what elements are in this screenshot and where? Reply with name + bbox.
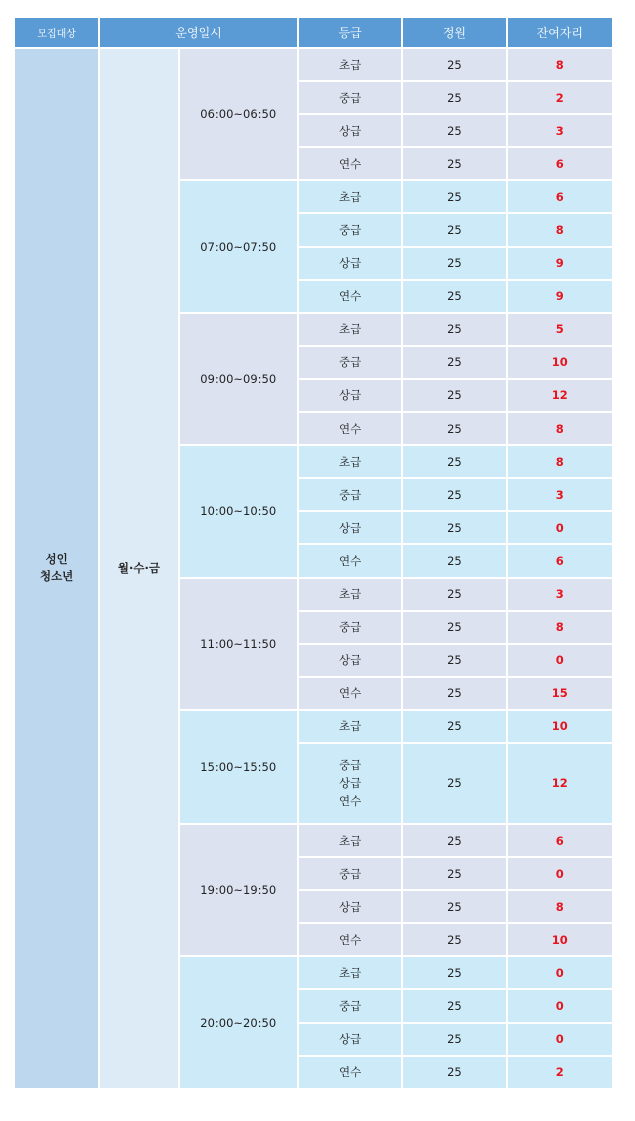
level-label: 초급 [338,322,362,337]
level-cell [299,380,401,411]
level-label: 상급 [338,776,362,791]
capacity-cell: 25 [403,678,505,709]
level-label: 상급 [338,123,362,138]
level-label: 중급 [338,758,362,773]
capacity-cell: 25 [403,248,505,279]
level-cell [299,214,401,245]
time-cell: 11:00~11:50 [180,579,297,709]
capacity-cell: 25 [403,314,505,345]
level-label: 상급 [338,388,362,403]
level-label: 중급 [338,866,362,881]
header-remaining: 잔여자리 [508,18,612,47]
remaining-cell: 9 [508,281,612,312]
level-cell [299,645,401,676]
level-cell [299,957,401,988]
remaining-cell: 15 [508,678,612,709]
capacity-cell: 25 [403,545,505,576]
level-cell [299,413,401,444]
remaining-cell: 8 [508,612,612,643]
capacity-cell: 25 [403,744,505,823]
capacity-cell: 25 [403,49,505,80]
capacity-cell: 25 [403,380,505,411]
level-cell [299,891,401,922]
remaining-cell: 5 [508,314,612,345]
header-target: 모집대상 [15,18,98,47]
level-label: 중급 [338,487,362,502]
level-cell [299,347,401,378]
remaining-cell: 6 [508,825,612,856]
capacity-cell: 25 [403,281,505,312]
level-cell [299,281,401,312]
capacity-cell: 25 [403,446,505,477]
level-label: 중급 [338,620,362,635]
level-cell [299,858,401,889]
level-cell [299,49,401,80]
remaining-cell: 0 [508,645,612,676]
capacity-cell: 25 [403,711,505,742]
remaining-cell: 9 [508,248,612,279]
capacity-cell: 25 [403,990,505,1021]
remaining-cell: 8 [508,891,612,922]
schedule-table [13,16,614,1090]
remaining-cell: 12 [508,380,612,411]
level-cell [299,314,401,345]
remaining-cell: 3 [508,579,612,610]
capacity-cell: 25 [403,512,505,543]
remaining-cell: 6 [508,545,612,576]
capacity-cell: 25 [403,957,505,988]
capacity-cell: 25 [403,413,505,444]
level-label: 연수 [338,932,362,947]
level-cell [299,115,401,146]
remaining-cell: 0 [508,858,612,889]
level-label: 초급 [338,719,362,734]
schedule-body [15,49,612,1088]
level-label: 상급 [338,899,362,914]
level-cell [299,446,401,477]
capacity-cell: 25 [403,1057,505,1088]
time-cell: 07:00~07:50 [180,181,297,311]
target-label: 청소년 [39,569,74,584]
level-cell [299,612,401,643]
days-cell: 월·수·금 [100,49,177,1088]
level-label: 초급 [338,833,362,848]
remaining-cell: 0 [508,1024,612,1055]
remaining-cell: 3 [508,115,612,146]
level-cell [299,1057,401,1088]
schedule-table-wrapper [13,16,614,1090]
level-label: 초급 [338,965,362,980]
level-cell [299,1024,401,1055]
capacity-cell: 25 [403,924,505,955]
capacity-cell: 25 [403,479,505,510]
time-cell: 15:00~15:50 [180,711,297,823]
remaining-cell: 2 [508,82,612,113]
remaining-cell: 8 [508,49,612,80]
level-label: 연수 [338,156,362,171]
level-cell [299,545,401,576]
level-label: 초급 [338,454,362,469]
level-cell [299,579,401,610]
target-cell [15,49,98,1088]
level-label: 상급 [338,256,362,271]
time-cell: 19:00~19:50 [180,825,297,955]
level-cell [299,924,401,955]
level-cell [299,181,401,212]
level-cell [299,248,401,279]
capacity-cell: 25 [403,579,505,610]
capacity-cell: 25 [403,148,505,179]
table-row [15,49,612,80]
level-label: 초급 [338,189,362,204]
level-label: 연수 [338,686,362,701]
time-cell: 06:00~06:50 [180,49,297,179]
capacity-cell: 25 [403,858,505,889]
remaining-cell: 2 [508,1057,612,1088]
time-cell: 20:00~20:50 [180,957,297,1087]
level-cell [299,82,401,113]
header-capacity: 정원 [403,18,505,47]
capacity-cell: 25 [403,825,505,856]
level-label: 상급 [338,1032,362,1047]
capacity-cell: 25 [403,612,505,643]
remaining-cell: 8 [508,446,612,477]
remaining-cell: 10 [508,924,612,955]
remaining-cell: 8 [508,214,612,245]
remaining-cell: 6 [508,148,612,179]
remaining-cell: 3 [508,479,612,510]
level-label: 초급 [338,57,362,72]
level-label: 연수 [338,794,362,809]
level-label: 연수 [338,1065,362,1080]
level-cell [299,990,401,1021]
remaining-cell: 0 [508,957,612,988]
level-label: 중급 [338,998,362,1013]
level-cell [299,148,401,179]
remaining-cell: 10 [508,347,612,378]
remaining-cell: 10 [508,711,612,742]
capacity-cell: 25 [403,82,505,113]
time-cell: 09:00~09:50 [180,314,297,444]
level-cell [299,479,401,510]
level-label: 중급 [338,90,362,105]
header-row [15,18,612,47]
capacity-cell: 25 [403,214,505,245]
remaining-cell: 12 [508,744,612,823]
level-label: 초급 [338,587,362,602]
level-cell [299,711,401,742]
level-label: 연수 [338,421,362,436]
level-label: 중급 [338,355,362,370]
capacity-cell: 25 [403,181,505,212]
level-label: 중급 [338,223,362,238]
level-cell [299,678,401,709]
level-label: 상급 [338,520,362,535]
level-cell [299,512,401,543]
remaining-cell: 0 [508,990,612,1021]
capacity-cell: 25 [403,1024,505,1055]
capacity-cell: 25 [403,645,505,676]
remaining-cell: 8 [508,413,612,444]
level-label: 연수 [338,289,362,304]
target-label: 성인 [45,552,68,567]
capacity-cell: 25 [403,115,505,146]
level-cell [299,744,401,823]
header-level: 등급 [299,18,401,47]
remaining-cell: 6 [508,181,612,212]
time-cell: 10:00~10:50 [180,446,297,576]
level-cell [299,825,401,856]
capacity-cell: 25 [403,347,505,378]
remaining-cell: 0 [508,512,612,543]
level-label: 상급 [338,653,362,668]
capacity-cell: 25 [403,891,505,922]
header-schedule: 운영일시 [100,18,297,47]
level-label: 연수 [338,553,362,568]
